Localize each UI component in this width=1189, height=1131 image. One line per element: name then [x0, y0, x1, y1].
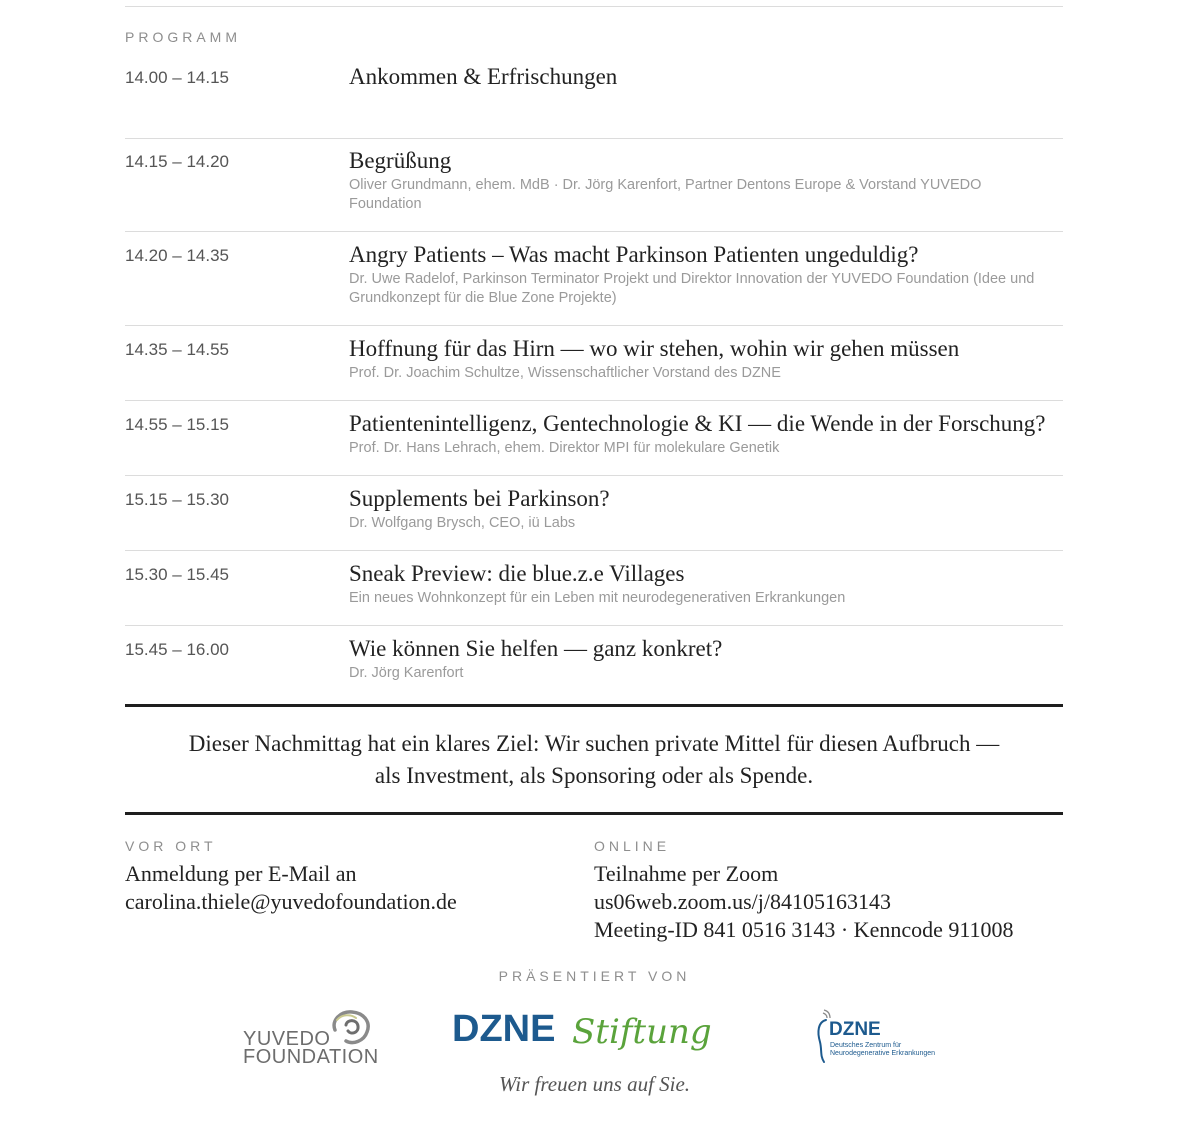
dzne-stiftung-logo-stiftung: Stiftung — [572, 1012, 712, 1052]
program-time: 14.00 – 14.15 — [125, 68, 229, 87]
presented-by-label: PRÄSENTIERT VON — [498, 968, 691, 984]
online-block — [594, 860, 1014, 944]
program-speaker: Prof. Dr. Hans Lehrach, ehem. Direktor MPI für molekulare Genetik — [349, 440, 780, 456]
dzne-logo — [812, 1006, 952, 1068]
program-time: 14.55 – 15.15 — [125, 415, 229, 434]
brain-icon — [327, 1008, 375, 1048]
vor-ort-label: VOR ORT — [125, 838, 217, 854]
dzne-logo-text: DZNE — [829, 1019, 881, 1040]
program-speaker: Prof. Dr. Joachim Schultze, Wissenschaftlicher Vorstand des DZNE — [349, 365, 781, 381]
program-time: 15.45 – 16.00 — [125, 640, 229, 659]
vor-ort-text: Anmeldung per E-Mail an — [125, 861, 357, 886]
program-speaker: Dr. Uwe Radelof, Parkinson Terminator Projekt und Direktor Innovation der YUVEDO Foundation (Idee und Grundkonzept für die Blue Zone Projekte) — [349, 271, 1035, 306]
program-time: 14.35 – 14.55 — [125, 340, 229, 359]
yuvedo-logo-text: FOUNDATION — [243, 1046, 379, 1068]
top-divider — [125, 6, 1063, 7]
online-label: ONLINE — [594, 838, 671, 854]
row-divider — [125, 325, 1063, 326]
row-divider — [125, 625, 1063, 626]
program-title: Begrüßung — [349, 148, 452, 173]
row-divider — [125, 475, 1063, 476]
closing-line: Wir freuen uns auf Sie. — [498, 1072, 691, 1096]
registration-email-link[interactable]: carolina.thiele@yuvedofoundation.de — [125, 889, 457, 914]
dzne-logo-subtitle-line: Deutsches Zentrum für — [830, 1042, 902, 1049]
program-title: Angry Patients – Was macht Parkinson Patienten ungeduldig? — [349, 242, 919, 267]
program-label: PROGRAMM — [125, 29, 241, 45]
dzne-logo-subtitle — [830, 1042, 935, 1058]
row-divider — [125, 231, 1063, 232]
program-time: 14.15 – 14.20 — [125, 152, 229, 171]
dzne-logo-subtitle-line: Neurodegenerative Erkrankungen — [830, 1050, 936, 1057]
program-title: Hoffnung für das Hirn — wo wir stehen, wohin wir gehen müssen — [349, 336, 960, 361]
goal-statement-line: Dieser Nachmittag hat ein klares Ziel: Wir suchen private Mittel für diesen Aufbruch — — [188, 731, 1000, 756]
goal-statement — [125, 728, 1063, 792]
online-text: Teilnahme per Zoom — [594, 861, 779, 886]
program-title: Wie können Sie helfen — ganz konkret? — [349, 636, 723, 661]
program-title: Sneak Preview: die blue.z.e Villages — [349, 561, 685, 586]
dzne-stiftung-logo — [452, 1004, 742, 1064]
row-divider — [125, 400, 1063, 401]
statement-top-rule — [125, 704, 1063, 707]
program-speaker: Oliver Grundmann, ehem. MdB · Dr. Jörg Karenfort, Partner Dentons Europe & Vorstand YUVEDO Foundation — [349, 177, 982, 212]
row-divider — [125, 138, 1063, 139]
program-title: Ankommen & Erfrischungen — [349, 64, 618, 89]
yuvedo-logo — [243, 1008, 383, 1068]
program-time: 15.15 – 15.30 — [125, 490, 229, 509]
goal-statement-line: als Investment, als Sponsoring oder als Spende. — [374, 763, 814, 788]
meeting-info: Meeting-ID 841 0516 3143 · Kenncode 911008 — [594, 917, 1014, 942]
program-speaker: Dr. Wolfgang Brysch, CEO, iü Labs — [349, 515, 576, 531]
dzne-stiftung-logo-dzne: DZNE — [452, 1008, 556, 1050]
vor-ort-block — [125, 860, 457, 916]
program-time: 14.20 – 14.35 — [125, 246, 229, 265]
statement-bottom-rule — [125, 812, 1063, 815]
program-speaker: Dr. Jörg Karenfort — [349, 665, 464, 681]
program-speaker: Ein neues Wohnkonzept für ein Leben mit neurodegenerativen Erkrankungen — [349, 590, 846, 606]
row-divider — [125, 550, 1063, 551]
zoom-link[interactable]: us06web.zoom.us/j/84105163143 — [594, 889, 891, 914]
program-time: 15.30 – 15.45 — [125, 565, 229, 584]
yuvedo-logo-text: YUVEDO — [243, 1028, 331, 1050]
program-title: Patientenintelligenz, Gentechnologie & KI — die Wende in der Forschung? — [349, 411, 1046, 436]
program-title: Supplements bei Parkinson? — [349, 486, 610, 511]
